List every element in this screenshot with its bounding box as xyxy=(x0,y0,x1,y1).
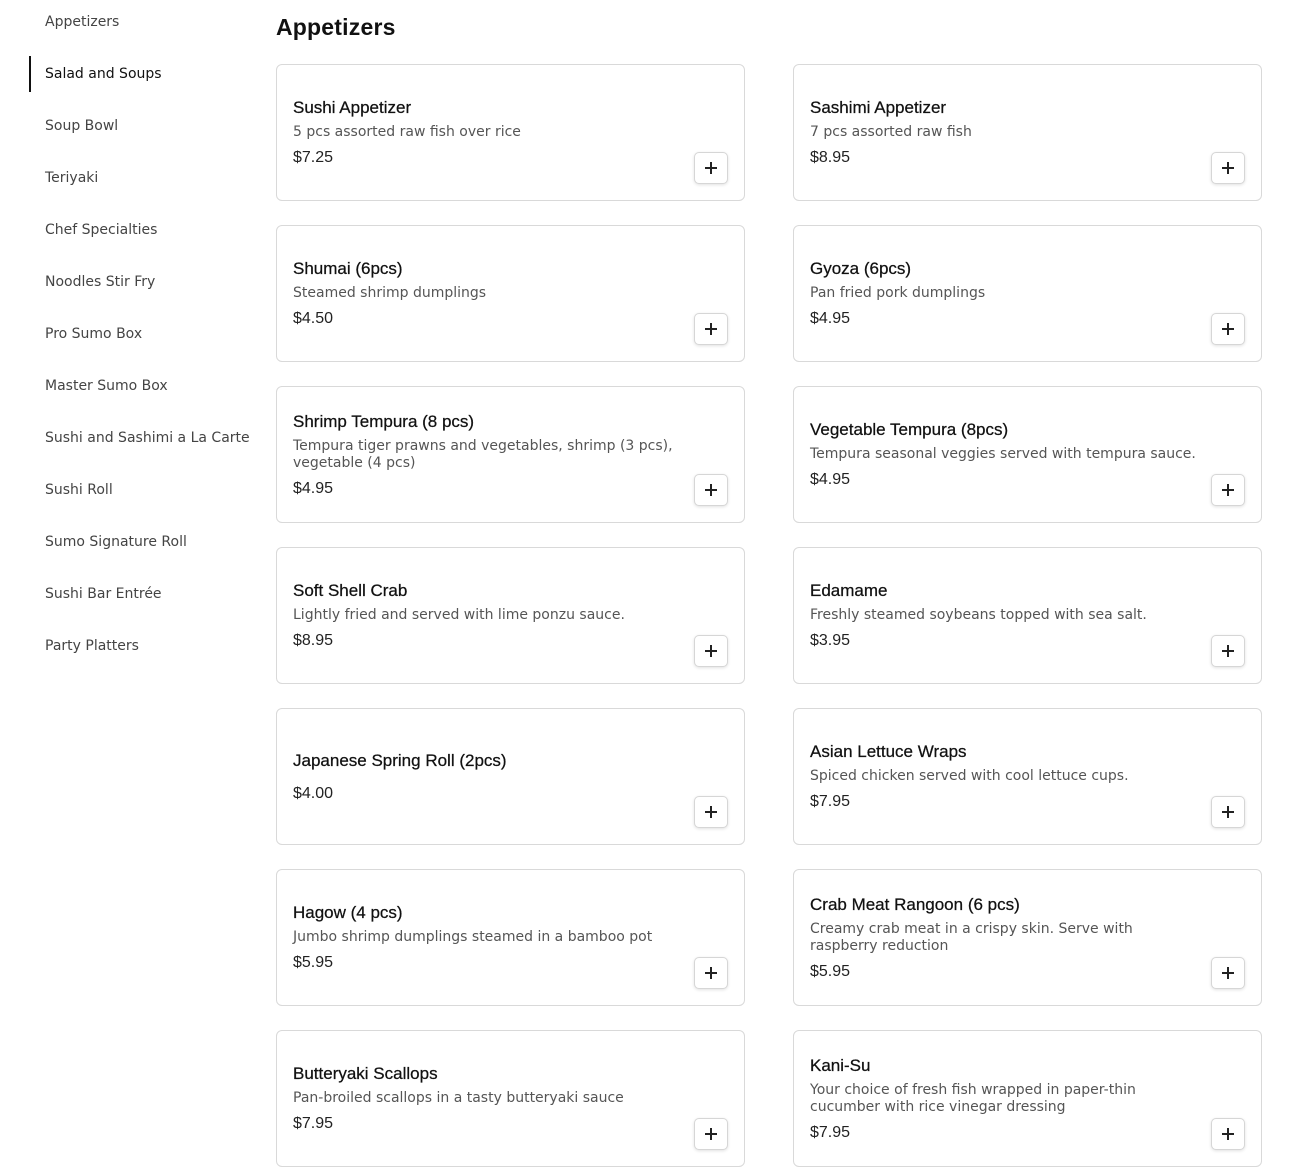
plus-icon xyxy=(705,806,717,818)
menu-item-price: $4.95 xyxy=(810,310,851,327)
menu-item-price: $8.95 xyxy=(810,149,851,166)
plus-icon xyxy=(705,1128,717,1140)
add-to-cart-button[interactable] xyxy=(1211,313,1245,345)
category-list xyxy=(0,4,250,680)
add-to-cart-button[interactable] xyxy=(1211,152,1245,184)
sidebar-item-appetizers[interactable] xyxy=(0,4,227,40)
menu-item-card[interactable] xyxy=(276,1030,745,1167)
sidebar-item-label: Sumo Signature Roll xyxy=(45,534,187,550)
menu-item-description: 7 pcs assorted raw fish xyxy=(810,124,972,140)
add-to-cart-button[interactable] xyxy=(1211,796,1245,828)
menu-item-description: Creamy crab meat in a crispy skin. Serve with raspberry reduction xyxy=(810,920,1133,954)
add-to-cart-button[interactable] xyxy=(694,957,728,989)
menu-item-name: Shumai (6pcs) xyxy=(293,259,403,278)
menu-item-description: Spiced chicken served with cool lettuce cups. xyxy=(810,768,1129,784)
menu-item-info xyxy=(810,65,1201,200)
menu-item-info xyxy=(293,65,684,200)
menu-item-name: Soft Shell Crab xyxy=(293,581,408,600)
plus-icon xyxy=(1222,967,1234,979)
menu-item-description: Pan-broiled scallops in a tasty butteryaki sauce xyxy=(293,1090,624,1106)
menu-item-price: $5.95 xyxy=(293,954,334,971)
menu-item-description: Tempura tiger prawns and vegetables, shrimp (3 pcs), vegetable (4 pcs) xyxy=(293,437,673,471)
menu-item-description: Pan fried pork dumplings xyxy=(810,285,986,301)
menu-item-price: $4.50 xyxy=(293,310,334,327)
menu-item-card[interactable] xyxy=(276,708,745,845)
sidebar-item-teriyaki[interactable] xyxy=(0,160,227,196)
menu-item-info xyxy=(293,226,684,361)
sidebar-item-salad-and-soups[interactable] xyxy=(0,56,227,92)
menu-item-price: $4.95 xyxy=(293,479,334,497)
menu-item-info xyxy=(810,548,1201,683)
section-title: Appetizers xyxy=(276,14,396,40)
menu-item-name: Crab Meat Rangoon (6 pcs) xyxy=(810,894,1020,914)
sidebar-item-sushi-roll[interactable] xyxy=(0,472,227,508)
category-sidebar xyxy=(0,0,250,1133)
sidebar-item-soup-bowl[interactable] xyxy=(0,108,227,144)
menu-item-card[interactable] xyxy=(276,64,745,201)
menu-item-name: Japanese Spring Roll (2pcs) xyxy=(293,750,507,770)
sidebar-item-label: Teriyaki xyxy=(45,170,99,186)
menu-item-card[interactable] xyxy=(793,708,1262,845)
plus-icon xyxy=(1222,645,1234,657)
menu-item-price: $4.00 xyxy=(293,784,334,802)
menu-item-name: Kani-Su xyxy=(810,1055,871,1075)
sidebar-item-master-sumo-box[interactable] xyxy=(0,368,227,404)
add-to-cart-button[interactable] xyxy=(694,796,728,828)
menu-item-card[interactable] xyxy=(793,547,1262,684)
menu-item-card[interactable] xyxy=(793,869,1262,1006)
plus-icon xyxy=(705,967,717,979)
menu-item-card[interactable] xyxy=(793,225,1262,362)
menu-item-name: Hagow (4 pcs) xyxy=(293,903,403,922)
menu-item-info xyxy=(810,709,1201,844)
menu-item-info xyxy=(293,1031,684,1166)
plus-icon xyxy=(1222,162,1234,174)
add-to-cart-button[interactable] xyxy=(1211,635,1245,667)
add-to-cart-button[interactable] xyxy=(694,313,728,345)
sidebar-item-label: Sushi and Sashimi a La Carte xyxy=(45,430,250,446)
sidebar-item-label: Appetizers xyxy=(45,14,120,30)
menu-item-name: Butteryaki Scallops xyxy=(293,1064,438,1083)
sidebar-item-label: Soup Bowl xyxy=(45,118,119,134)
menu-item-info xyxy=(293,548,684,683)
add-to-cart-button[interactable] xyxy=(1211,474,1245,506)
sidebar-item-label: Chef Specialties xyxy=(45,222,158,238)
menu-item-price: $4.95 xyxy=(810,471,851,488)
sidebar-item-label: Sushi Roll xyxy=(45,482,113,498)
menu-item-description: Steamed shrimp dumplings xyxy=(293,285,487,301)
add-to-cart-button[interactable] xyxy=(694,1118,728,1150)
sidebar-item-label: Party Platters xyxy=(45,638,139,654)
menu-item-description: Tempura seasonal veggies served with tempura sauce. xyxy=(810,446,1196,462)
menu-item-name: Edamame xyxy=(810,581,888,600)
menu-item-card[interactable] xyxy=(276,225,745,362)
menu-item-price: $7.95 xyxy=(810,793,851,810)
sidebar-item-party-platters[interactable] xyxy=(0,628,227,664)
menu-item-price: $8.95 xyxy=(293,632,334,649)
sidebar-item-label: Salad and Soups xyxy=(45,66,162,82)
menu-item-description: Freshly steamed soybeans topped with sea salt. xyxy=(810,607,1147,623)
plus-icon xyxy=(705,645,717,657)
menu-item-info xyxy=(810,226,1201,361)
menu-item-info xyxy=(293,870,684,1005)
sidebar-item-noodles-stir-fry[interactable] xyxy=(0,264,227,300)
sidebar-item-label: Sushi Bar Entrée xyxy=(45,586,162,602)
add-to-cart-button[interactable] xyxy=(694,152,728,184)
menu-item-description: Lightly fried and served with lime ponzu sauce. xyxy=(293,607,625,623)
menu-item-name: Sashimi Appetizer xyxy=(810,98,947,117)
add-to-cart-button[interactable] xyxy=(1211,957,1245,989)
sidebar-item-label: Noodles Stir Fry xyxy=(45,274,156,290)
menu-item-card[interactable] xyxy=(793,1030,1262,1167)
menu-item-name: Gyoza (6pcs) xyxy=(810,259,912,278)
sidebar-item-sumo-signature-roll[interactable] xyxy=(0,524,227,560)
menu-item-card[interactable] xyxy=(276,869,745,1006)
menu-item-name: Vegetable Tempura (8pcs) xyxy=(810,420,1009,439)
plus-icon xyxy=(705,162,717,174)
menu-item-info xyxy=(810,1031,1201,1166)
plus-icon xyxy=(1222,1128,1234,1140)
sidebar-item-pro-sumo-box[interactable] xyxy=(0,316,227,352)
menu-item-grid xyxy=(276,64,1261,1167)
sidebar-item-sushi-bar-entr-e[interactable] xyxy=(0,576,227,612)
menu-item-info xyxy=(810,387,1201,522)
menu-item-price: $7.25 xyxy=(293,149,334,166)
menu-item-card[interactable] xyxy=(276,547,745,684)
menu-item-info xyxy=(293,387,684,522)
sidebar-item-sushi-and-sashimi-a-la-carte[interactable] xyxy=(0,420,250,456)
menu-item-price: $5.95 xyxy=(810,962,851,980)
sidebar-item-label: Master Sumo Box xyxy=(45,378,168,394)
plus-icon xyxy=(1222,323,1234,335)
sidebar-item-label: Pro Sumo Box xyxy=(45,326,143,342)
plus-icon xyxy=(705,484,717,496)
menu-item-name: Asian Lettuce Wraps xyxy=(810,742,967,761)
menu-item-card[interactable] xyxy=(793,386,1262,523)
menu-item-price: $3.95 xyxy=(810,632,851,649)
sidebar-item-chef-specialties[interactable] xyxy=(0,212,227,248)
menu-item-name: Shrimp Tempura (8 pcs) xyxy=(293,411,475,431)
add-to-cart-button[interactable] xyxy=(1211,1118,1245,1150)
plus-icon xyxy=(1222,484,1234,496)
menu-item-description: Jumbo shrimp dumplings steamed in a bamboo pot xyxy=(293,929,653,945)
plus-icon xyxy=(1222,806,1234,818)
menu-item-card[interactable] xyxy=(793,64,1262,201)
plus-icon xyxy=(705,323,717,335)
menu-item-name: Sushi Appetizer xyxy=(293,98,412,117)
add-to-cart-button[interactable] xyxy=(694,474,728,506)
menu-item-card[interactable] xyxy=(276,386,745,523)
menu-item-description: 5 pcs assorted raw fish over rice xyxy=(293,124,521,140)
menu-item-price: $7.95 xyxy=(293,1115,334,1132)
menu-item-price: $7.95 xyxy=(810,1123,851,1141)
menu-item-info xyxy=(293,709,684,844)
add-to-cart-button[interactable] xyxy=(694,635,728,667)
menu-item-info xyxy=(810,870,1201,1005)
menu-item-description: Your choice of fresh fish wrapped in paper-thin cucumber with rice vinegar dressing xyxy=(810,1081,1136,1115)
